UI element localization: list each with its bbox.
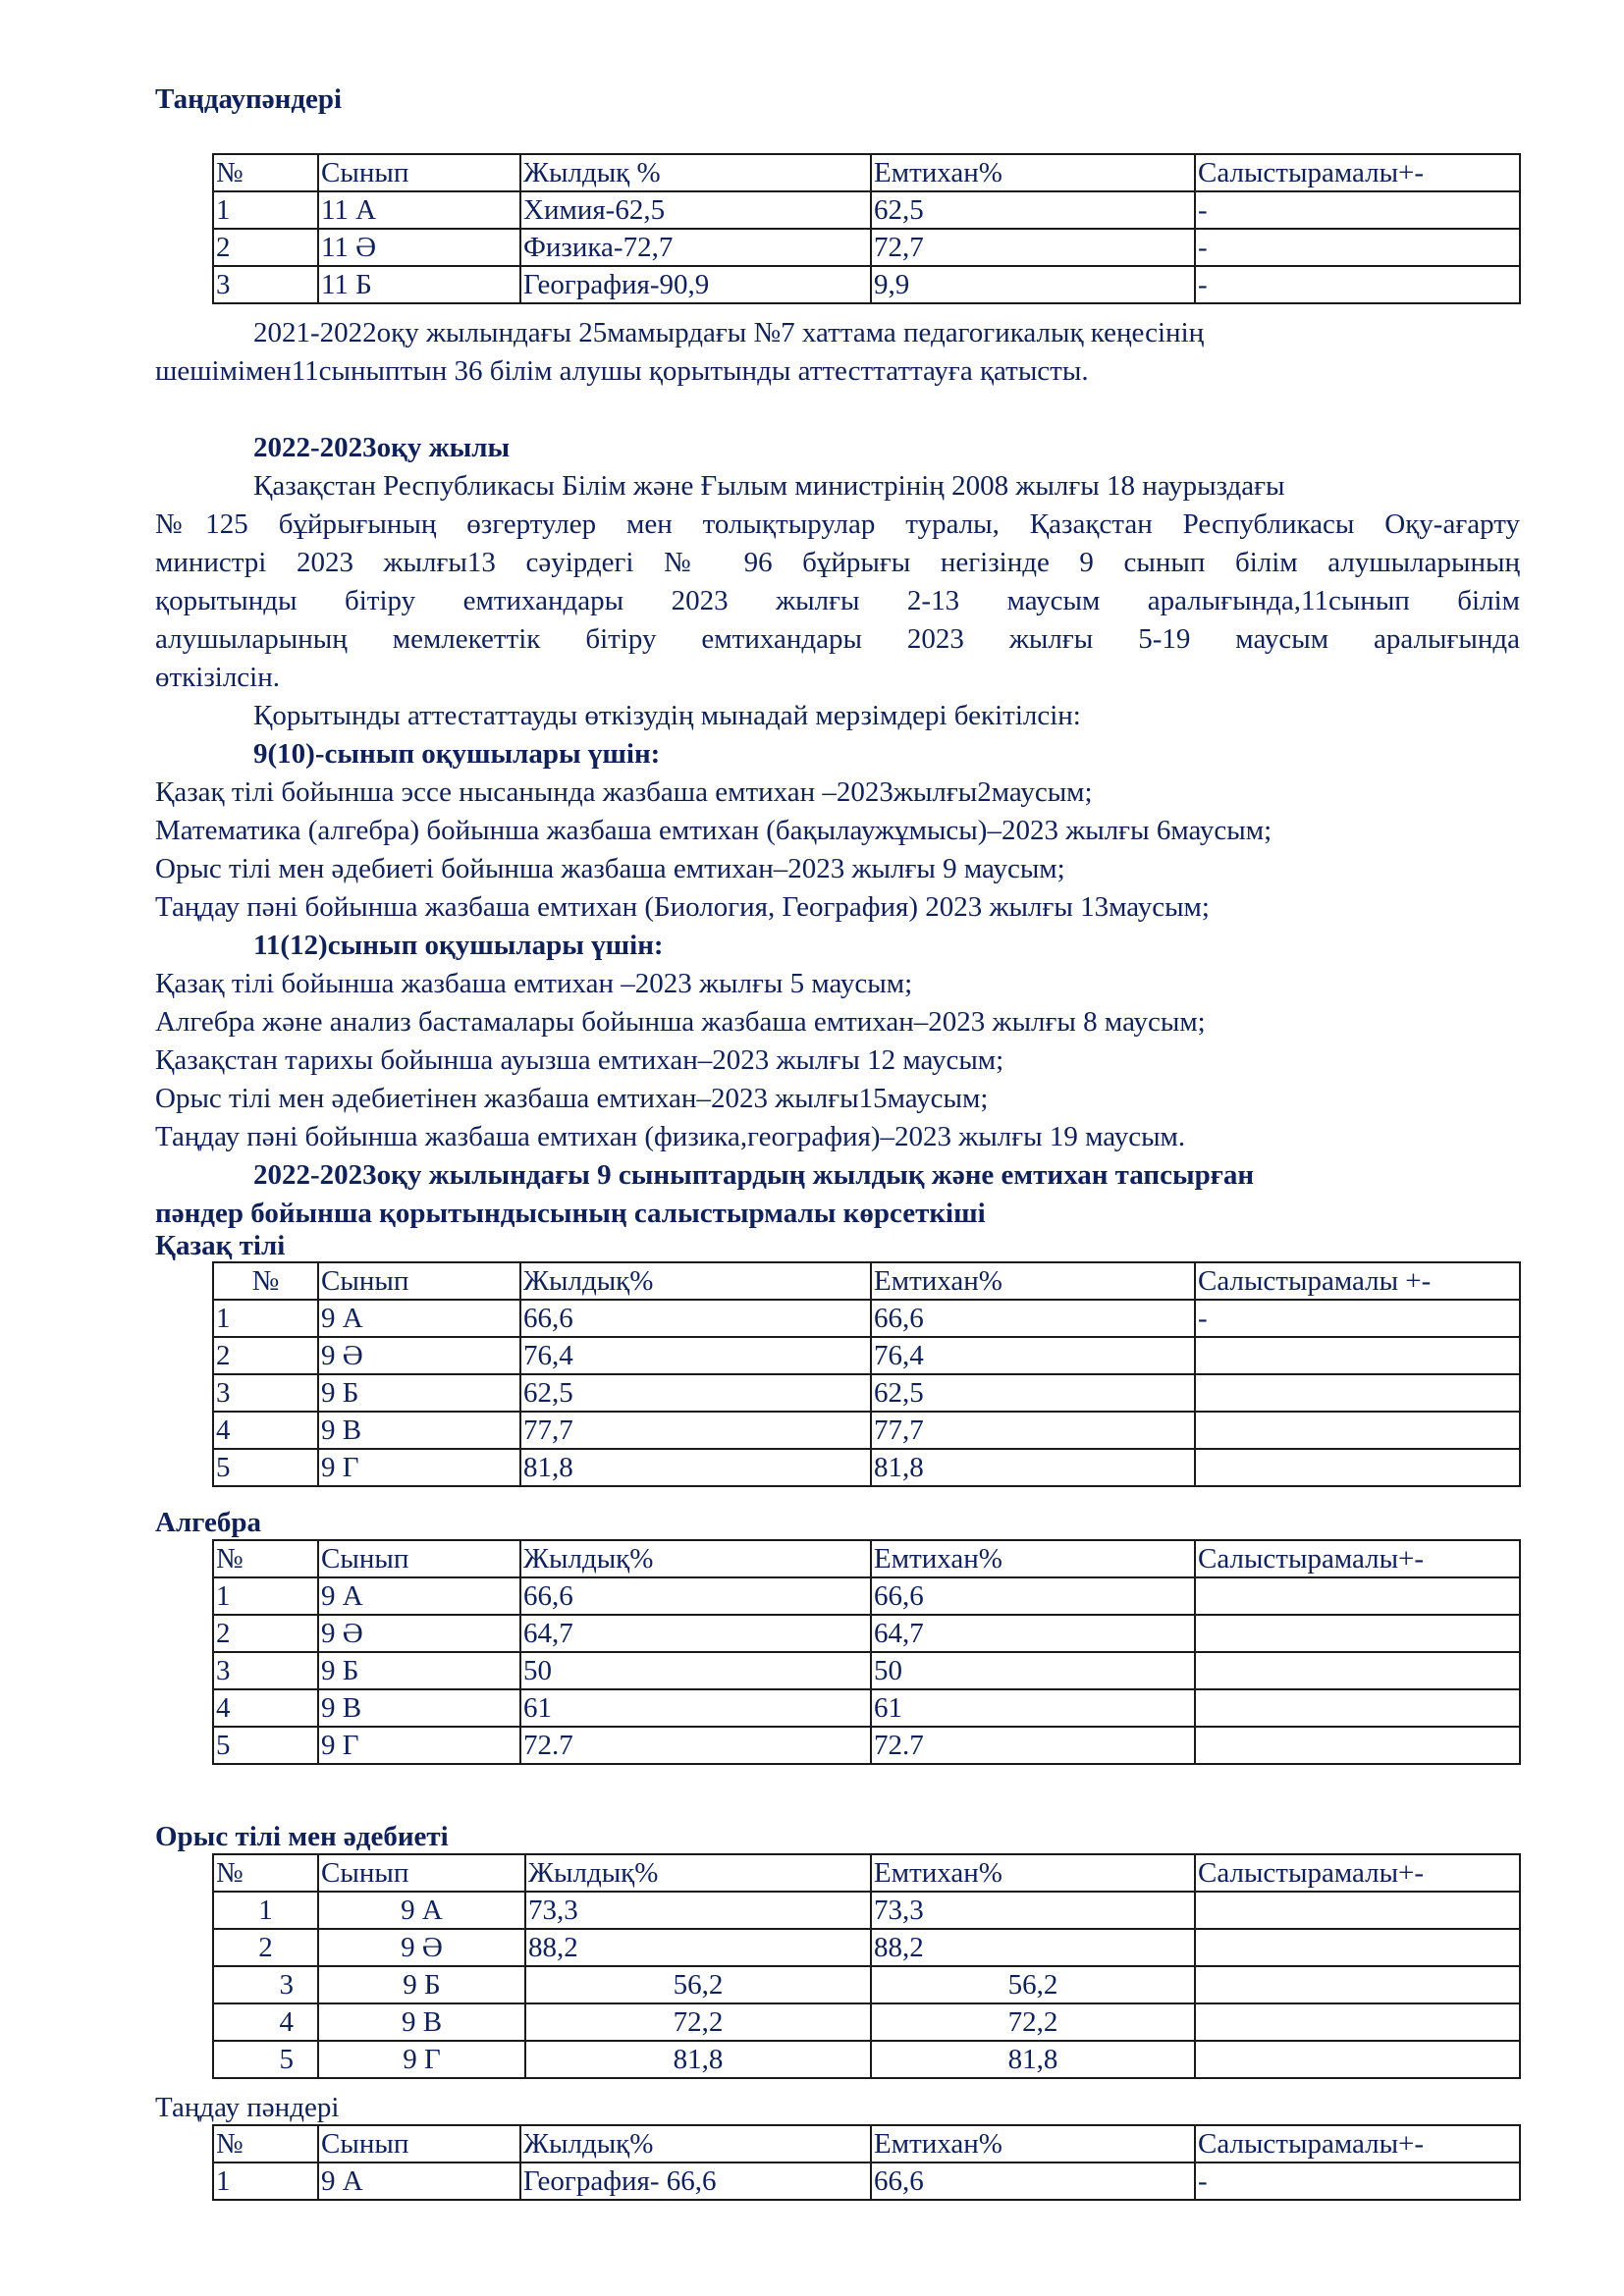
header-exam: Емтихан% <box>871 1540 1195 1577</box>
comparison-title-line1: 2022-2023оқу жылындағы 9 сыныптардың жылдық және емтихан тапсырған <box>253 1159 1255 1191</box>
cell-class: 9 Б <box>318 1374 520 1412</box>
grade11-item: Таңдау пәні бойынша жазбаша емтихан (физика,география)–2023 жылғы 19 маусым. <box>155 1121 1186 1152</box>
header-exam: Емтихан% <box>871 154 1195 191</box>
cell-comparison <box>1195 1374 1520 1412</box>
header-class: Сынып <box>318 154 520 191</box>
cell-comparison: - <box>1195 229 1520 266</box>
cell-number: 3 <box>213 1652 318 1689</box>
header-class: Сынып <box>318 2125 520 2163</box>
cell-annual: 66,6 <box>520 1300 871 1337</box>
grade11-item: Орыс тілі мен әдебиетінен жазбаша емтихан–2023 жылғы15маусым; <box>155 1083 989 1114</box>
cell-exam: 50 <box>871 1652 1195 1689</box>
cell-comparison <box>1195 2003 1520 2041</box>
cell-number: 1 <box>213 1300 318 1337</box>
cell-annual: Химия-62,5 <box>520 191 871 229</box>
cell-comparison <box>1195 1615 1520 1652</box>
table-header-row <box>213 2125 1520 2163</box>
cell-class: 9 Ә <box>318 1929 525 1966</box>
header-exam: Емтихан% <box>871 1262 1195 1300</box>
header-comparison: Салыстырамалы+- <box>1195 154 1520 191</box>
cell-exam: 81,8 <box>871 1449 1195 1486</box>
cell-number: 1 <box>213 191 318 229</box>
cell-class: 9 А <box>318 1300 520 1337</box>
table-row <box>213 266 1520 303</box>
table-header-row <box>213 154 1520 191</box>
cell-class: 11 А <box>318 191 520 229</box>
council-paragraph-line1: 2021-2022оқу жылындағы 25мамырдағы №7 хаттама педагогикалық кеңесінің <box>253 317 1205 348</box>
cell-annual: 50 <box>520 1652 871 1689</box>
cell-class: 11 Ә <box>318 229 520 266</box>
cell-annual: 64,7 <box>520 1615 871 1652</box>
cell-number: 2 <box>213 1337 318 1374</box>
header-number: № <box>213 1540 318 1577</box>
header-number: № <box>213 1854 318 1892</box>
header-comparison: Салыстырамалы+- <box>1195 1540 1520 1577</box>
table-row <box>213 2041 1520 2078</box>
cell-annual: 72.7 <box>520 1727 871 1764</box>
electives-11-table <box>212 153 1521 304</box>
dates-intro: Қорытынды аттестаттауды өткізудің мынадай мерзімдері бекітілсін: <box>253 700 1081 731</box>
cell-annual: Физика-72,7 <box>520 229 871 266</box>
cell-comparison <box>1195 1337 1520 1374</box>
cell-number: 3 <box>213 266 318 303</box>
cell-annual: География-90,9 <box>520 266 871 303</box>
cell-comparison: - <box>1195 1300 1520 1337</box>
cell-annual: 62,5 <box>520 1374 871 1412</box>
cell-exam: 56,2 <box>871 1966 1195 2003</box>
cell-exam: 61 <box>871 1689 1195 1727</box>
cell-number: 2 <box>213 1929 318 1966</box>
cell-comparison <box>1195 1449 1520 1486</box>
table-row <box>213 2003 1520 2041</box>
table-row <box>213 1689 1520 1727</box>
cell-annual: 66,6 <box>520 1577 871 1615</box>
cell-number: 3 <box>213 1374 318 1412</box>
cell-number: 5 <box>213 2041 318 2078</box>
order-paragraph-line1: Қазақстан Республикасы Білім және Ғылым министрінің 2008 жылғы 18 наурыздағы <box>253 470 1285 502</box>
cell-number: 4 <box>213 1689 318 1727</box>
cell-exam: 81,8 <box>871 2041 1195 2078</box>
table-row <box>213 1615 1520 1652</box>
header-number: № <box>213 1262 318 1300</box>
cell-exam: 72,7 <box>871 229 1195 266</box>
cell-comparison <box>1195 1892 1520 1929</box>
cell-annual: 81,8 <box>520 1449 871 1486</box>
cell-annual: 88,2 <box>525 1929 871 1966</box>
cell-number: 1 <box>213 2163 318 2200</box>
cell-annual: 81,8 <box>525 2041 871 2078</box>
cell-exam: 73,3 <box>871 1892 1195 1929</box>
cell-number: 1 <box>213 1577 318 1615</box>
cell-annual: 73,3 <box>525 1892 871 1929</box>
grade11-item: Қазақ тілі бойынша жазбаша емтихан –2023 жылғы 5 маусым; <box>155 968 913 999</box>
table-header-row <box>213 1854 1520 1892</box>
header-exam: Емтихан% <box>871 2125 1195 2163</box>
cell-number: 2 <box>213 229 318 266</box>
header-comparison: Салыстырамалы+- <box>1195 2125 1520 2163</box>
cell-class: 11 Б <box>318 266 520 303</box>
cell-exam: 72,2 <box>871 2003 1195 2041</box>
grade9-item: Математика (алгебра) бойынша жазбаша емтихан (бақылаужұмысы)–2023 жылғы 6маусым; <box>155 815 1272 846</box>
order-paragraph-line2: №125 бұйрығының өзгертулер мен толықтырулар туралы, Қазақстан Республикасы Оқу-ағарту <box>155 508 1520 540</box>
cell-class: 9 Б <box>318 1652 520 1689</box>
cell-class: 9 В <box>318 2003 525 2041</box>
table-row <box>213 1652 1520 1689</box>
kazakh-heading: Қазақ тілі <box>155 1230 286 1261</box>
grade11-item: Алгебра және анализ бастамалары бойынша жазбаша емтихан–2023 жылғы 8 маусым; <box>155 1006 1206 1038</box>
grade9-item: Қазақ тілі бойынша эссе нысанында жазбаша емтихан –2023жылғы2маусым; <box>155 776 1093 808</box>
cell-comparison <box>1195 1577 1520 1615</box>
cell-class: 9 Г <box>318 2041 525 2078</box>
grade11-heading: 11(12)сынып оқушылары үшін: <box>253 930 664 961</box>
algebra-heading: Алгебра <box>155 1507 261 1538</box>
cell-exam: 66,6 <box>871 1300 1195 1337</box>
table-row <box>213 191 1520 229</box>
grade9-heading: 9(10)-сынып оқушылары үшін: <box>253 738 661 770</box>
cell-class: 9 Г <box>318 1449 520 1486</box>
cell-exam: 62,5 <box>871 191 1195 229</box>
table-header-row <box>213 1540 1520 1577</box>
comparison-title-line2: пәндер бойынша қорытындысының салыстырмалы көрсеткіші <box>155 1198 986 1229</box>
cell-comparison: - <box>1195 266 1520 303</box>
cell-comparison <box>1195 1966 1520 2003</box>
order-paragraph-line3: министрі 2023 жылғы13 сәуірдегі № 96 бұйрығы негізінде 9 сынып білім алушыларының <box>155 547 1520 578</box>
table-row <box>213 2163 1520 2200</box>
order-paragraph-line5: алушыларының мемлекеттік бітіру емтихандары 2023 жылғы 5-19 маусым аралығында <box>155 623 1520 655</box>
header-number: № <box>213 154 318 191</box>
header-class: Сынып <box>318 1540 520 1577</box>
header-annual: Жылдық% <box>525 1854 871 1892</box>
russian-table <box>212 1853 1521 2079</box>
cell-exam: 9,9 <box>871 266 1195 303</box>
grade11-item: Қазақстан тарихы бойынша ауызша емтихан–2023 жылғы 12 маусым; <box>155 1044 1004 1076</box>
cell-class: 9 А <box>318 1577 520 1615</box>
header-comparison: Салыстырамалы+- <box>1195 1854 1520 1892</box>
cell-class: 9 А <box>318 2163 520 2200</box>
table-row <box>213 1929 1520 1966</box>
cell-number: 3 <box>213 1966 318 2003</box>
cell-comparison <box>1195 1412 1520 1449</box>
table-row <box>213 1966 1520 2003</box>
council-paragraph-line2: шешімімен11сыныптын 36 білім алушы қорытынды аттесттаттауға қатысты. <box>155 355 1089 387</box>
cell-class: 9 В <box>318 1412 520 1449</box>
cell-number: 4 <box>213 1412 318 1449</box>
cell-class: 9 Ә <box>318 1615 520 1652</box>
cell-exam: 77,7 <box>871 1412 1195 1449</box>
cell-annual: 77,7 <box>520 1412 871 1449</box>
cell-number: 1 <box>213 1892 318 1929</box>
russian-heading: Орыс тілі мен әдебиеті <box>155 1821 449 1852</box>
header-exam: Емтихан% <box>871 1854 1195 1892</box>
cell-class: 9 А <box>318 1892 525 1929</box>
header-annual: Жылдық% <box>520 1540 871 1577</box>
cell-comparison <box>1195 2041 1520 2078</box>
cell-comparison <box>1195 1929 1520 1966</box>
cell-class: 9 Б <box>318 1966 525 2003</box>
cell-class: 9 Ә <box>318 1337 520 1374</box>
table-row <box>213 1300 1520 1337</box>
table-row <box>213 1412 1520 1449</box>
kazakh-table <box>212 1261 1521 1487</box>
table-header-row <box>213 1262 1520 1300</box>
table-row <box>213 1374 1520 1412</box>
table-row <box>213 1577 1520 1615</box>
table-row <box>213 1337 1520 1374</box>
cell-number: 5 <box>213 1727 318 1764</box>
cell-comparison: - <box>1195 191 1520 229</box>
table-row <box>213 1449 1520 1486</box>
section-heading-2022-2023: 2022-2023оқу жылы <box>253 432 511 463</box>
grade9-item: Орыс тілі мен әдебиеті бойынша жазбаша емтихан–2023 жылғы 9 маусым; <box>155 853 1065 884</box>
cell-annual: 61 <box>520 1689 871 1727</box>
cell-comparison <box>1195 1689 1520 1727</box>
header-number: № <box>213 2125 318 2163</box>
cell-class: 9 В <box>318 1689 520 1727</box>
grade9-item: Таңдау пәні бойынша жазбаша емтихан (Биология, География) 2023 жылғы 13маусым; <box>155 891 1210 923</box>
cell-exam: 66,6 <box>871 2163 1195 2200</box>
elective-table <box>212 2124 1521 2201</box>
cell-annual: 56,2 <box>525 1966 871 2003</box>
cell-exam: 66,6 <box>871 1577 1195 1615</box>
order-paragraph-line6: өткізілсін. <box>155 662 281 693</box>
header-comparison: Салыстырамалы +- <box>1195 1262 1520 1300</box>
cell-annual: 72,2 <box>525 2003 871 2041</box>
table-row <box>213 1892 1520 1929</box>
header-annual: Жылдық% <box>520 1262 871 1300</box>
header-annual: Жылдық% <box>520 2125 871 2163</box>
header-annual: Жылдық % <box>520 154 871 191</box>
algebra-table <box>212 1539 1521 1765</box>
header-class: Сынып <box>318 1854 525 1892</box>
section-heading-electives-11: Таңдаупәндері <box>155 83 343 115</box>
cell-class: 9 Г <box>318 1727 520 1764</box>
cell-exam: 72.7 <box>871 1727 1195 1764</box>
order-paragraph-line4: қорытынды бітіру емтихандары 2023 жылғы 2-13 маусым аралығында,11сынып білім <box>155 585 1520 616</box>
elective-heading: Таңдау пәндері <box>155 2092 340 2123</box>
cell-comparison <box>1195 1727 1520 1764</box>
table-row <box>213 1727 1520 1764</box>
cell-exam: 88,2 <box>871 1929 1195 1966</box>
cell-exam: 76,4 <box>871 1337 1195 1374</box>
cell-number: 2 <box>213 1615 318 1652</box>
cell-exam: 62,5 <box>871 1374 1195 1412</box>
cell-comparison <box>1195 1652 1520 1689</box>
cell-exam: 64,7 <box>871 1615 1195 1652</box>
cell-number: 4 <box>213 2003 318 2041</box>
header-class: Сынып <box>318 1262 520 1300</box>
cell-annual: 76,4 <box>520 1337 871 1374</box>
cell-annual: География- 66,6 <box>520 2163 871 2200</box>
cell-comparison: - <box>1195 2163 1520 2200</box>
table-row <box>213 229 1520 266</box>
cell-number: 5 <box>213 1449 318 1486</box>
